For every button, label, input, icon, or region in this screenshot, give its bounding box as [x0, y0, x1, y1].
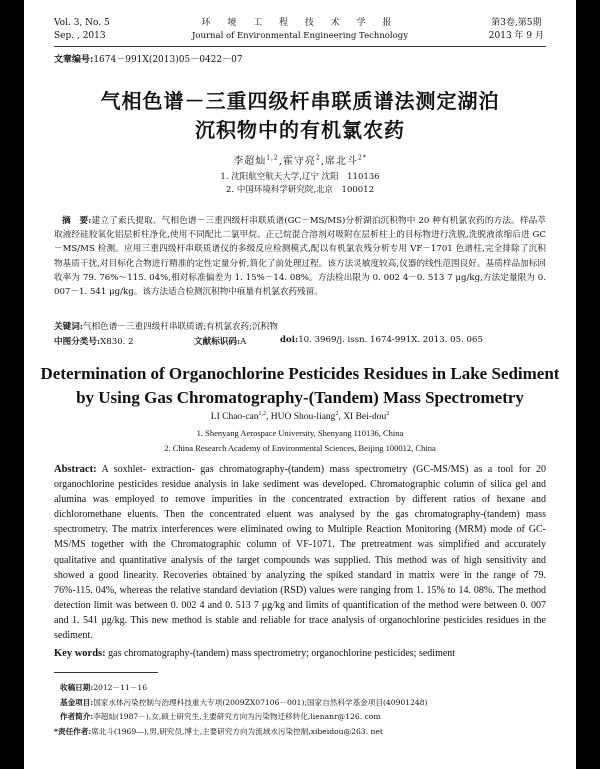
keywords-cn-label: 关键词:: [54, 322, 83, 332]
publication-date-en: Sep. , 2013: [54, 31, 106, 41]
footnote-author-bio: [54, 710, 546, 725]
title-en: [24, 362, 576, 410]
author-name: HUO Shou-liang: [270, 412, 336, 423]
footnote-corresponding-author: [54, 725, 546, 740]
volume-issue-cn: 第3卷,第5期: [491, 18, 542, 28]
abstract-en-label: Abstract:: [54, 464, 97, 475]
affiliation-cn-2: 2. 中国环境科学研究院,北京 100012: [226, 185, 374, 195]
article-number-value: 1674－991X(2013)05－0422－07: [93, 55, 243, 65]
footnote-funding: [54, 696, 546, 711]
author-name: XI Bei-dou: [343, 412, 387, 423]
title-cn-line-1: 气相色谱－三重四级杆串联质谱法测定湖泊: [100, 89, 500, 113]
footnote-label: 收稿日期:: [60, 683, 94, 692]
clc-label: 中图分类号:: [54, 337, 101, 347]
document-code-label: 文献标识码:: [194, 337, 241, 347]
keywords-cn: [54, 320, 546, 332]
title-en-line-2: by Using Gas Chromatography-(Tandem) Mass Spectrometry: [76, 388, 524, 407]
author-affiliation-mark: 2: [386, 411, 390, 417]
footnote-divider: [54, 672, 158, 673]
footnote-label: 作者简介:: [60, 712, 94, 721]
footnote-text: 2012－11－16: [93, 683, 148, 692]
document-code: [194, 335, 246, 347]
footnotes: [54, 681, 546, 739]
author-affiliation-mark: 1,2: [266, 154, 279, 162]
journal-name-cn: 环 境 工 程 技 术 学 报: [201, 18, 399, 28]
footnote-label: *责任作者:: [54, 726, 92, 736]
keywords-en-text: gas chromatography-(tandem) mass spectrometry; organochlorine pesticides; sediment: [108, 648, 456, 659]
authors-en: LI Chao-can$^{1,2}$, HUO Shou-liang$^2$, XI Bei-dou$^2$: [210, 411, 390, 423]
keywords-cn-text: 气相色谱－三重四级杆串联质谱;有机氯农药;沉积物: [82, 322, 278, 332]
clc-value: X830. 2: [100, 337, 134, 347]
title-cn: [24, 87, 576, 145]
affiliation-en-1: 1. Shenyang Aerospace University, Shenyang 110136, China: [196, 428, 404, 438]
article-number-label: 文章编号:: [54, 55, 94, 65]
doi: [280, 335, 483, 345]
author-name: 李超灿: [233, 156, 267, 167]
doi-value: 10. 3969/j. issn. 1674-991X. 2013. 05. 065: [298, 335, 483, 345]
header-center: [54, 17, 546, 43]
abstract-cn-text: 建立了索氏提取、气相色谱－三重四级杆串联质谱(GC－MS/MS)分析湖泊沉积物中 20 种有机氯农药的方法。样品萃取液经硅胶氧化铝层析柱净化,使用不同配比二氯甲烷、正己烷混合溶剂对吸附在层析柱上的目标物进行洗脱,洗脱液浓缩后进 GC－MS/MS 检测。应用三重四级杆串联质谱仪的多级反应检测模式,配以有机氯农残分析专用 VF－1701 色谱柱,完全排除了沉积物基质干扰,对目标化合物进行精准的定性定量分析,简化了前处理过程。该方法灵敏度较高,仪器的线性范围良好。基质样品加标回收率为 79. 76%～115. 04%,相对标准偏差为 1. 15%－14. 08%。方法检出限为 0. 002 4－0. 513 7 μg/kg,方法定量限为 0. 007－1. 541 μg/kg。该方法适合检测沉积物中痕量有机氯农药残留。: [54, 216, 546, 298]
footnote-text: 席北斗(1969—),男,研究员,博士,主要研究方向为流域水污染控制,xibeidou@263. net: [91, 726, 383, 736]
document-code-value: A: [240, 337, 247, 347]
author-affiliation-mark: 2: [335, 411, 339, 417]
title-en-line-1: Determination of Organochlorine Pesticides Residues in Lake Sediment: [40, 364, 560, 383]
footnote-received-date: [54, 681, 546, 696]
authors-cn: 李超灿$^{1,2}$,霍守亮$^2$,席北斗$^{2*}$: [233, 154, 367, 167]
doi-label: doi:: [280, 335, 299, 345]
title-cn-line-2: 沉积物中的有机氯农药: [195, 118, 405, 142]
clc-number: [54, 335, 134, 347]
abstract-en-text: A soxhlet- extraction- gas chromatography-(tandem) mass spectrometry (GC-MS/MS) as a tool for 20 organochlorine pesticides residue analysis in lake sediment was developed. Chromatographic column of silica gel and alumina was employed to remove impurities in the concentrated extraction by different ratios of hexane and dichloromethane eluents. Then the concentrated eluent was analysed by the gas chromatography-(tandem) mass spectrometry. The matrix interferences were eliminated owing to Multiple Reaction Monitoring (MRM) mode of GC-MS/MS together with the Chromatographic column of VF-1071. The pretreatment was simplified and accurately qualitative and quantitative analysis of the target compounds was supplied. This method was of high sensitivity and showed a good linearity. Recoveries obtained by analyzing the spiked standard in matrix were in the range of 79. 76%-115. 04%, whereas the relative standard deviation (RSD) values were ranging from 1. 15% to 14. 08%. The method detection limit was between 0. 002 4 and 0. 513 7 μg/kg and limits of quantification of the method were between 0. 007 and 1. 541 μg/kg. This new method is stable and reliable for trace analysis of organochlorine pesticides residues in the sediment.: [54, 464, 546, 642]
footnote-text: 国家水体污染控制与治理科技重大专项(2009ZX07106－001);国家自然科学基金项目(40901248): [93, 697, 428, 707]
footnote-label: 基金项目:: [60, 697, 94, 707]
abstract-en: [54, 462, 546, 643]
author-name: LI Chao-can: [210, 412, 259, 423]
author-name: 霍守亮: [282, 156, 316, 167]
affiliation-en-2: 2. China Research Academy of Environmental Sciences, Beijing 100012, China: [164, 443, 436, 453]
author-affiliation-mark: 1,2: [258, 411, 267, 417]
journal-name-en: Journal of Environmental Engineering Technology: [191, 31, 409, 41]
abstract-cn: [54, 214, 546, 299]
footnote-text: 李超灿(1987－),女,硕士研究生,主要研究方向为污染物迁移转化,lienanr@126. com: [93, 712, 381, 721]
volume-issue: Vol. 3, No. 5: [54, 18, 110, 28]
header-right: [489, 17, 544, 43]
affiliation-cn-1: 1. 沈阳航空航天大学,辽宁 沈阳 110136: [220, 172, 380, 182]
publication-date-cn: 2013 年 9 月: [488, 31, 544, 41]
author-affiliation-mark: 2: [315, 154, 321, 162]
running-header: [54, 12, 546, 47]
abstract-cn-label: 摘 要:: [62, 216, 92, 226]
keywords-en-label: Key words:: [54, 648, 106, 659]
author-affiliation-mark: 2*: [357, 154, 367, 162]
article-number: [54, 52, 243, 65]
keywords-en: [54, 648, 546, 659]
author-name: 席北斗: [324, 156, 358, 167]
paper-page: [24, 0, 576, 769]
